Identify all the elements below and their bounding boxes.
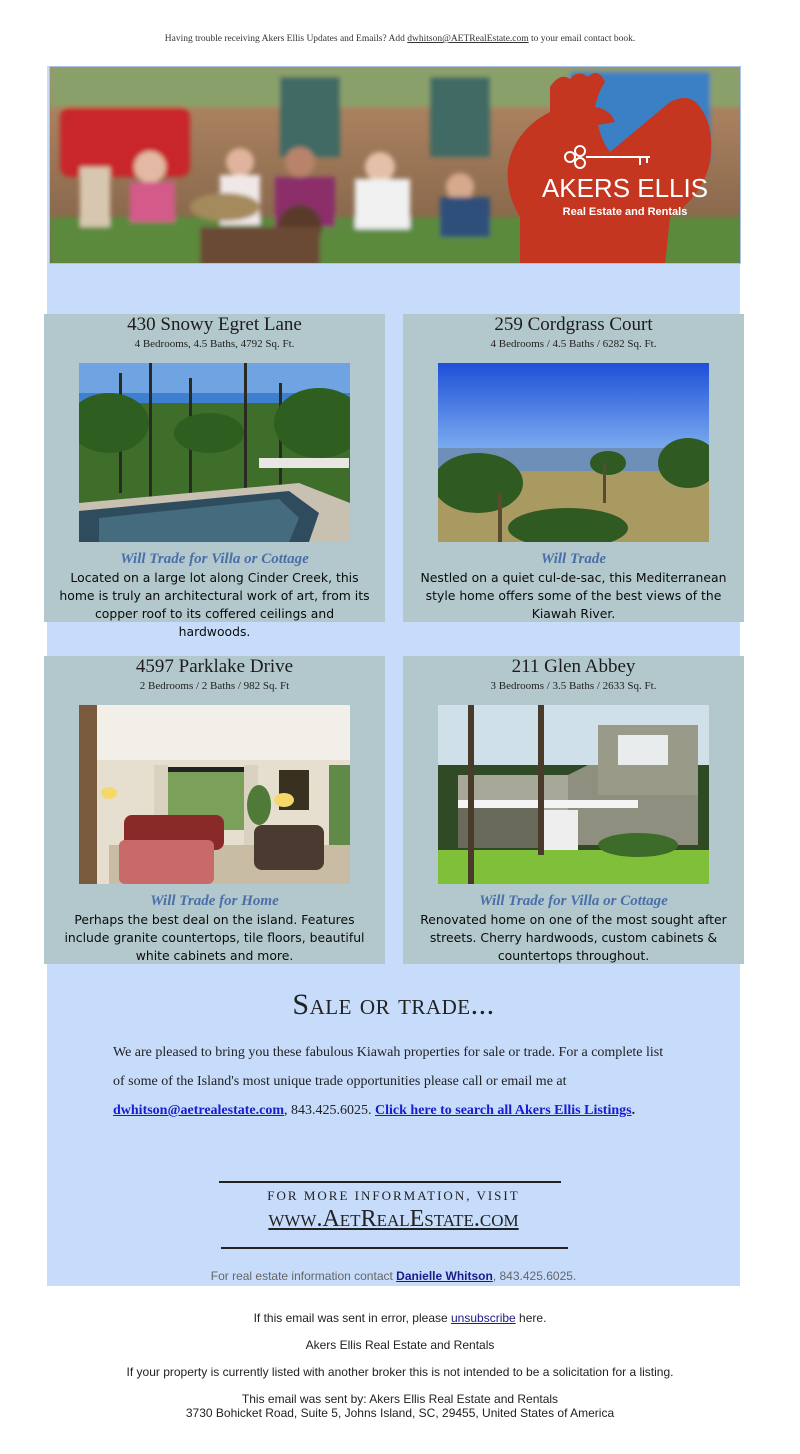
listing-card[interactable] [44,314,385,639]
listing-specs: 4 Bedrooms / 4.5 Baths / 6282 Sq. Ft. [490,338,657,350]
notice-text: Having trouble receiving Akers Ellis Updates and Emails? Add [164,34,408,44]
listing-specs: 2 Bedrooms / 2 Baths / 982 Sq. Ft [139,680,290,692]
listing-photo[interactable] [438,705,709,884]
footer-error-end: here. [515,1311,547,1325]
sale-heading: Sale or trade... [292,988,495,1021]
sale-body [113,1038,673,1125]
listing-title[interactable]: 211 Glen Abbey [511,656,636,677]
more-info-label: FOR MORE INFORMATION, VISIT [267,1188,520,1203]
footer-company: Akers Ellis Real Estate and Rentals [305,1338,495,1352]
listing-trade-offer: Will Trade for Home [150,893,279,909]
contact-phone: , 843.425.6025. [492,1269,577,1283]
contact-text: For real estate information contact [210,1269,397,1283]
listing-card[interactable] [403,656,744,964]
listing-description: Nestled on a quiet cul-de-sac, this Mediterranean style home offers some of the best views of the Kiawah River. [420,570,727,621]
listing-specs: 4 Bedrooms, 4.5 Baths, 4792 Sq. Ft. [134,338,295,350]
listing-photo[interactable] [438,363,709,542]
divider-bottom [221,1247,568,1249]
contact-name-link[interactable]: Danielle Whitson [396,1269,493,1283]
notice-email-link[interactable]: dwhitson@AETRealEstate.com [407,34,529,44]
notice-text-end: to your email contact book. [528,34,636,44]
contact-book-notice [0,34,800,44]
listing-title[interactable]: 4597 Parklake Drive [135,656,294,677]
website-link[interactable] [47,1206,740,1233]
listing-specs: 3 Bedrooms / 3.5 Baths / 2633 Sq. Ft. [490,680,657,692]
hero-brand-tagline: Real Estate and Rentals [562,206,688,218]
listing-trade-offer: Will Trade [540,551,607,567]
footer-unsubscribe-line [0,1311,800,1325]
hero-image [50,67,741,264]
listing-title[interactable]: 259 Cordgrass Court [494,314,653,335]
listing-photo[interactable] [79,705,350,884]
search-listings-link[interactable]: Click here to search all Akers Ellis Listings [375,1103,632,1118]
listing-photo[interactable] [79,363,350,542]
sale-intro: We are pleased to bring you these fabulous Kiawah properties for sale or trade. For a complete list of some of the Island's most unique trade opportunities please call or email me at [113,1045,664,1089]
listing-card[interactable] [44,656,385,964]
listing-card[interactable] [403,314,744,622]
footer-sent-by: This email was sent by: Akers Ellis Real Estate and Rentals [241,1392,559,1406]
listing-trade-offer: Will Trade for Villa or Cottage [120,551,309,567]
website-link-text[interactable]: www.AetRealEstate.com [268,1206,519,1232]
listing-description: Perhaps the best deal on the island. Features include granite countertops, tile floors, beautiful white cabinets and more. [64,912,365,963]
footer-disclaimer: If your property is currently listed with another broker this is not intended to be a solicitation for a listing. [126,1365,674,1379]
sale-phone: , 843.425.6025. [284,1103,376,1118]
footer-address: 3730 Bohicket Road, Suite 5, Johns Island, SC, 29455, United States of America [185,1406,615,1420]
hero-brand-name: AKERS ELLIS [541,173,709,203]
listing-description: Renovated home on one of the most sought after streets. Cherry hardwoods, custom cabinets & countertops throughout. [420,912,727,963]
divider-top [219,1181,561,1183]
listing-description: Located on a large lot along Cinder Creek, this home is truly an architectural work of art, from its copper roof to its coffered ceilings and hardwoods. [59,570,370,639]
hero-banner[interactable] [49,66,741,264]
sale-end: . [631,1103,636,1118]
unsubscribe-link[interactable]: unsubscribe [451,1311,516,1325]
sale-email-link[interactable]: dwhitson@aetrealestate.com [113,1103,285,1118]
listing-trade-offer: Will Trade for Villa or Cottage [479,893,668,909]
listing-title[interactable]: 430 Snowy Egret Lane [127,314,302,335]
contact-line [47,1269,740,1283]
footer-error-text: If this email was sent in error, please [253,1311,451,1325]
